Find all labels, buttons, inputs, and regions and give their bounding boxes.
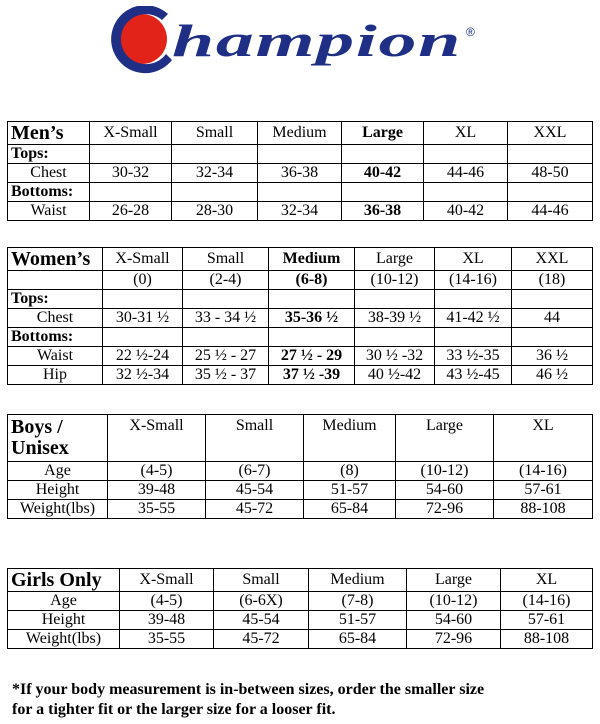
logo-registered-mark: ® [466, 25, 475, 39]
footnote-line1: *If your body measurement is in-between sizes, order the smaller size [12, 681, 485, 698]
cell: 37 ½ -39 [269, 366, 355, 385]
cell: 48-50 [508, 164, 593, 183]
champion-logo [108, 6, 488, 80]
cell: (6-7) [206, 462, 304, 481]
section-label: Tops: [8, 145, 90, 164]
cell: 40-42 [342, 164, 424, 183]
cell: 38-39 ½ [355, 309, 435, 328]
womens-size-table [7, 247, 593, 385]
size-header: X-Small [90, 122, 172, 145]
size-header: Large [355, 248, 435, 271]
size-header: Large [407, 569, 501, 592]
cell: (14-16) [494, 462, 593, 481]
cell: 39-48 [108, 481, 206, 500]
mens-size-table [7, 121, 593, 221]
cell: 22 ½-24 [103, 347, 183, 366]
girls-size-table [7, 568, 593, 649]
cell: 40-42 [424, 202, 508, 221]
cell: 65-84 [309, 630, 407, 649]
size-number: (10-12) [355, 271, 435, 290]
cell: 45-72 [206, 500, 304, 519]
size-header: XXL [512, 248, 593, 271]
cell: 45-54 [214, 611, 309, 630]
row-label: Age [8, 462, 108, 481]
row-label: Chest [8, 309, 103, 328]
row-label: Hip [8, 366, 103, 385]
womens-title: Women’s [8, 248, 103, 271]
size-number: (0) [103, 271, 183, 290]
size-header: Small [206, 415, 304, 462]
row-label: Chest [8, 164, 90, 183]
mens-title: Men’s [8, 122, 90, 145]
cell: 54-60 [396, 481, 494, 500]
cell: 44-46 [508, 202, 593, 221]
cell: 35-55 [120, 630, 214, 649]
size-header: X-Small [120, 569, 214, 592]
size-header: Medium [269, 248, 355, 271]
cell: 72-96 [396, 500, 494, 519]
cell: 46 ½ [512, 366, 593, 385]
size-number: (2-4) [183, 271, 269, 290]
cell: 35 ½ - 37 [183, 366, 269, 385]
size-header: X-Small [103, 248, 183, 271]
cell: 28-30 [172, 202, 258, 221]
section-label: Tops: [8, 290, 103, 309]
cell: (6-6X) [214, 592, 309, 611]
row-label: Waist [8, 202, 90, 221]
cell: 32 ½-34 [103, 366, 183, 385]
size-header: XL [494, 415, 593, 462]
size-header: XL [435, 248, 512, 271]
cell: 57-61 [501, 611, 593, 630]
cell: 43 ½-45 [435, 366, 512, 385]
size-number: (14-16) [435, 271, 512, 290]
cell: 30-32 [90, 164, 172, 183]
size-header: X-Small [108, 415, 206, 462]
cell: 30-31 ½ [103, 309, 183, 328]
cell: 26-28 [90, 202, 172, 221]
cell: (14-16) [501, 592, 593, 611]
cell: (4-5) [108, 462, 206, 481]
cell: 65-84 [304, 500, 396, 519]
boys-title [8, 415, 108, 462]
size-number: (6-8) [269, 271, 355, 290]
cell: 51-57 [309, 611, 407, 630]
fit-footnote [12, 680, 592, 720]
cell: 25 ½ - 27 [183, 347, 269, 366]
size-header: Small [172, 122, 258, 145]
cell: (4-5) [120, 592, 214, 611]
size-header: Medium [258, 122, 342, 145]
cell: 88-108 [501, 630, 593, 649]
cell: 57-61 [494, 481, 593, 500]
cell: 45-54 [206, 481, 304, 500]
cell: 41-42 ½ [435, 309, 512, 328]
girls-title: Girls Only [8, 569, 120, 592]
cell: 40 ½-42 [355, 366, 435, 385]
boys-title-line2: Unisex [11, 437, 69, 459]
size-header: Small [214, 569, 309, 592]
section-label: Bottoms: [8, 328, 103, 347]
cell: 51-57 [304, 481, 396, 500]
cell: 45-72 [214, 630, 309, 649]
cell: 32-34 [172, 164, 258, 183]
size-header: Small [183, 248, 269, 271]
size-header: Large [396, 415, 494, 462]
section-label: Bottoms: [8, 183, 90, 202]
cell: (10-12) [407, 592, 501, 611]
cell: 32-34 [258, 202, 342, 221]
cell: (10-12) [396, 462, 494, 481]
footnote-line2: for a tighter fit or the larger size for a looser fit. [12, 701, 336, 718]
cell: 36-38 [258, 164, 342, 183]
row-label: Weight(lbs) [8, 630, 120, 649]
size-header: Large [342, 122, 424, 145]
size-header: XL [424, 122, 508, 145]
cell: 88-108 [494, 500, 593, 519]
cell: 36 ½ [512, 347, 593, 366]
row-label: Weight(lbs) [8, 500, 108, 519]
cell: 54-60 [407, 611, 501, 630]
size-header: Medium [309, 569, 407, 592]
cell: 33 ½-35 [435, 347, 512, 366]
size-header: XXL [508, 122, 593, 145]
cell: 33 - 34 ½ [183, 309, 269, 328]
cell: 30 ½ -32 [355, 347, 435, 366]
row-label: Height [8, 481, 108, 500]
cell: 36-38 [342, 202, 424, 221]
cell: 35-36 ½ [269, 309, 355, 328]
boys-title-line1: Boys / [11, 416, 63, 438]
row-label: Waist [8, 347, 103, 366]
row-label: Height [8, 611, 120, 630]
size-header: XL [501, 569, 593, 592]
boys-unisex-size-table [7, 414, 593, 519]
size-number: (18) [512, 271, 593, 290]
cell: 35-55 [108, 500, 206, 519]
cell: (8) [304, 462, 396, 481]
size-header: Medium [304, 415, 396, 462]
row-label: Age [8, 592, 120, 611]
cell: 44 [512, 309, 593, 328]
cell: (7-8) [309, 592, 407, 611]
cell: 44-46 [424, 164, 508, 183]
logo-wordmark: hampion [172, 15, 462, 66]
cell: 72-96 [407, 630, 501, 649]
cell: 27 ½ - 29 [269, 347, 355, 366]
cell: 39-48 [120, 611, 214, 630]
